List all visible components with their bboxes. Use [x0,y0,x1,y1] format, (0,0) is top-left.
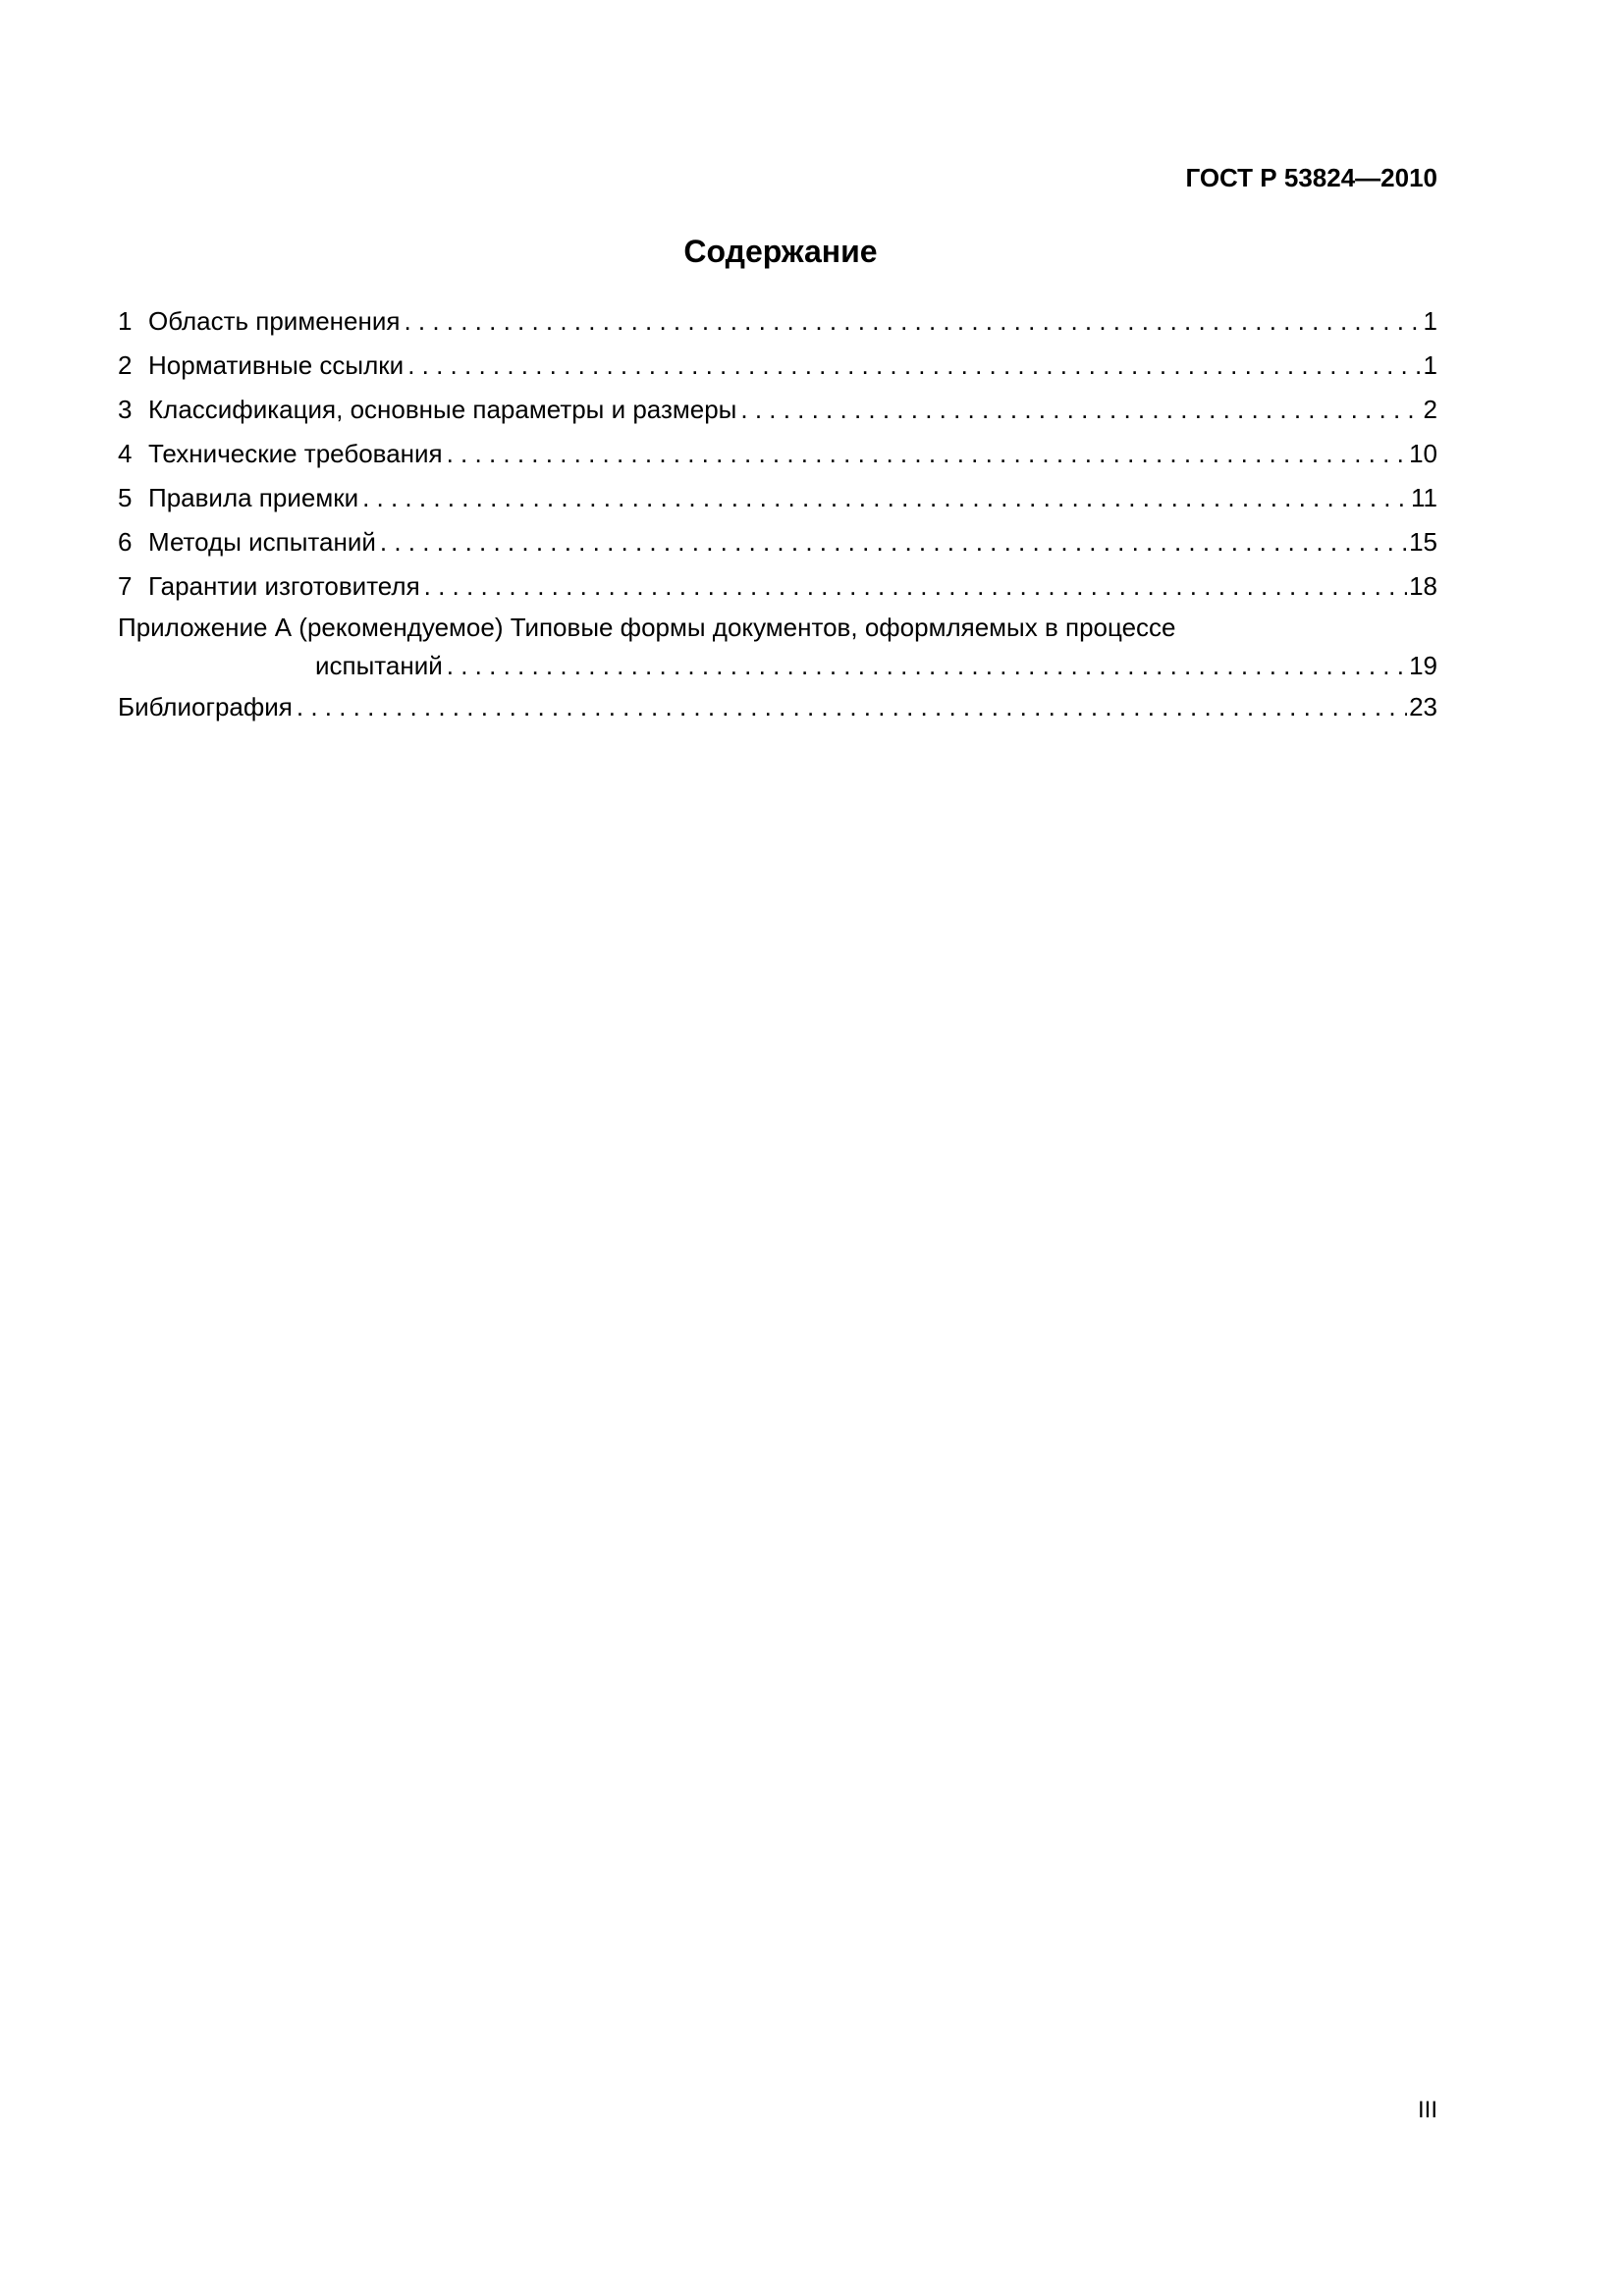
dot-leader [447,432,1407,476]
toc-entry[interactable] [118,344,1437,388]
table-of-contents [118,299,1437,729]
toc-appendix-label: Приложение А (рекомендуемое) Типовые формы документов, оформляемых в процессе [118,613,1176,642]
page-number: III [1417,2097,1437,2123]
toc-entry-number: 5 [118,483,133,512]
toc-entry-number: 2 [118,350,133,380]
toc-entry-page: 15 [1409,527,1437,557]
toc-entry-page: 1 [1423,306,1437,336]
toc-entry-label: Правила приемки [148,483,359,512]
toc-appendix-entry[interactable] [118,609,1437,646]
toc-title: Содержание [683,234,878,269]
toc-entry-page: 18 [1409,571,1437,601]
toc-entry[interactable] [118,388,1437,432]
toc-entry[interactable] [118,564,1437,609]
toc-entry[interactable] [118,520,1437,564]
toc-entry-label: Технические требования [148,439,443,468]
toc-entry-number: 4 [118,439,133,468]
toc-entry[interactable] [118,476,1437,520]
toc-appendix-label-continuation: испытаний [315,651,443,680]
toc-entry-number: 3 [118,395,133,424]
toc-bibliography-page: 23 [1409,692,1437,721]
toc-entry-label: Нормативные ссылки [148,350,405,380]
toc-entry-page: 2 [1423,395,1437,424]
dot-leader [447,646,1407,685]
toc-entry-page: 10 [1409,439,1437,468]
toc-entry-label: Гарантии изготовителя [148,571,420,601]
document-designation: ГОСТ Р 53824—2010 [1185,163,1437,192]
toc-entry-label: Методы испытаний [148,527,376,557]
toc-appendix-page: 19 [1409,651,1437,680]
toc-entry-page: 1 [1423,350,1437,380]
toc-bibliography-entry[interactable] [118,685,1437,729]
dot-leader [740,388,1421,432]
dot-leader [297,685,1407,729]
dot-leader [424,564,1407,609]
toc-entry[interactable] [118,299,1437,344]
toc-entry[interactable] [118,432,1437,476]
dot-leader [407,344,1421,388]
toc-entry-label: Область применения [148,306,401,336]
toc-appendix-entry-continuation[interactable] [118,646,1437,685]
dot-leader [380,520,1407,564]
dot-leader [404,299,1421,344]
toc-entry-number: 1 [118,306,133,336]
toc-entry-page: 11 [1411,483,1437,512]
dot-leader [362,476,1409,520]
toc-bibliography-label: Библиография [118,692,293,721]
toc-entry-label: Классификация, основные параметры и размеры [148,395,737,424]
toc-entry-number: 6 [118,527,133,557]
toc-entry-number: 7 [118,571,133,601]
